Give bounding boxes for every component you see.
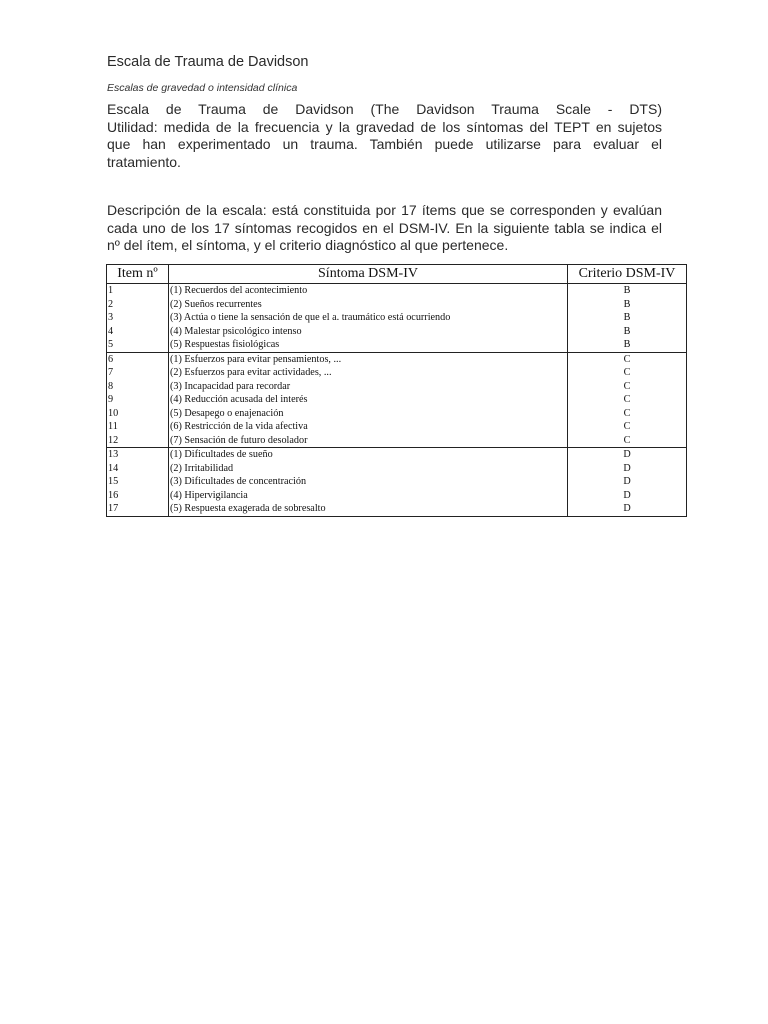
table-row [107, 475, 687, 489]
item-number-cell: 6 [107, 352, 169, 366]
symptom-cell: (5) Respuestas fisiológicas [169, 338, 568, 352]
symptom-criteria-table [106, 264, 687, 517]
table-row [107, 325, 687, 339]
symptom-cell: (2) Irritabilidad [169, 462, 568, 476]
criterion-cell: B [568, 311, 687, 325]
symptom-cell: (4) Hipervigilancia [169, 489, 568, 503]
item-number-cell: 2 [107, 298, 169, 312]
criterion-cell: B [568, 284, 687, 298]
criterion-cell: D [568, 448, 687, 462]
table-row [107, 366, 687, 380]
item-number-cell: 9 [107, 393, 169, 407]
criterion-cell: C [568, 380, 687, 394]
table-row [107, 420, 687, 434]
intro-line: Utilidad: medida de la frecuencia y la gravedad de los síntomas del TEPT en sujetos [107, 118, 662, 135]
table-row [107, 462, 687, 476]
table-row [107, 352, 687, 366]
criterion-cell: B [568, 298, 687, 312]
table-row [107, 489, 687, 503]
item-number-cell: 11 [107, 420, 169, 434]
intro-line: tratamiento. [107, 153, 181, 170]
criterion-cell: B [568, 338, 687, 352]
symptom-cell: (1) Esfuerzos para evitar pensamientos, ... [169, 352, 568, 366]
criterion-cell: B [568, 325, 687, 339]
symptom-cell: (7) Sensación de futuro desolador [169, 434, 568, 448]
criterion-cell: D [568, 489, 687, 503]
symptom-cell: (3) Dificultades de concentración [169, 475, 568, 489]
table-row [107, 338, 687, 352]
intro-line: Escala de Trauma de Davidson (The Davidson Trauma Scale - DTS) [107, 101, 662, 117]
item-number-cell: 5 [107, 338, 169, 352]
table-row [107, 298, 687, 312]
symptom-cell: (1) Dificultades de sueño [169, 448, 568, 462]
criterion-column-header: Criterio DSM-IV [568, 265, 687, 284]
table-row [107, 311, 687, 325]
table-row [107, 284, 687, 298]
item-number-cell: 13 [107, 448, 169, 462]
intro-paragraph [107, 101, 662, 171]
criterion-cell: C [568, 420, 687, 434]
table-row [107, 407, 687, 421]
table-row [107, 502, 687, 516]
item-number-cell: 1 [107, 284, 169, 298]
description-paragraph [107, 202, 662, 255]
criterion-cell: C [568, 366, 687, 380]
item-number-cell: 14 [107, 462, 169, 476]
item-number-cell: 17 [107, 502, 169, 516]
description-line: Descripción de la escala: está constituida por 17 ítems que se corresponden y evalúan [107, 202, 662, 218]
symptom-cell: (5) Respuesta exagerada de sobresalto [169, 502, 568, 516]
table-header-row [107, 265, 687, 284]
description-line: cada uno de los 17 síntomas recogidos en el DSM-IV. En la siguiente tabla se indica el [107, 219, 662, 236]
item-number-cell: 3 [107, 311, 169, 325]
intro-line: que han experimentado un trauma. También puede utilizarse para evaluar el [107, 136, 662, 152]
symptom-cell: (4) Malestar psicológico intenso [169, 325, 568, 339]
criterion-cell: C [568, 407, 687, 421]
criterion-cell: C [568, 393, 687, 407]
item-number-cell: 15 [107, 475, 169, 489]
item-number-cell: 7 [107, 366, 169, 380]
document-subtitle: Escalas de gravedad o intensidad clínica [107, 82, 298, 94]
symptom-cell: (5) Desapego o enajenación [169, 407, 568, 421]
criterion-cell: D [568, 475, 687, 489]
item-number-cell: 4 [107, 325, 169, 339]
symptom-cell: (6) Restricción de la vida afectiva [169, 420, 568, 434]
item-number-cell: 12 [107, 434, 169, 448]
item-number-cell: 8 [107, 380, 169, 394]
symptom-cell: (1) Recuerdos del acontecimiento [169, 284, 568, 298]
description-line: nº del ítem, el síntoma, y el criterio diagnóstico al que pertenece. [107, 237, 509, 253]
symptom-cell: (4) Reducción acusada del interés [169, 393, 568, 407]
item-number-cell: 10 [107, 407, 169, 421]
symptom-cell: (3) Actúa o tiene la sensación de que el a. traumático está ocurriendo [169, 311, 568, 325]
item-column-header: Item nº [107, 265, 169, 284]
symptom-cell: (3) Incapacidad para recordar [169, 380, 568, 394]
table-row [107, 434, 687, 448]
criterion-cell: D [568, 462, 687, 476]
criterion-cell: C [568, 352, 687, 366]
table-body [107, 284, 687, 517]
table-row [107, 448, 687, 462]
table-row [107, 393, 687, 407]
symptom-cell: (2) Sueños recurrentes [169, 298, 568, 312]
symptom-cell: (2) Esfuerzos para evitar actividades, ... [169, 366, 568, 380]
symptom-column-header: Síntoma DSM-IV [169, 265, 568, 284]
document-title: Escala de Trauma de Davidson [107, 54, 309, 70]
item-number-cell: 16 [107, 489, 169, 503]
criterion-cell: D [568, 502, 687, 516]
criterion-cell: C [568, 434, 687, 448]
table-row [107, 380, 687, 394]
